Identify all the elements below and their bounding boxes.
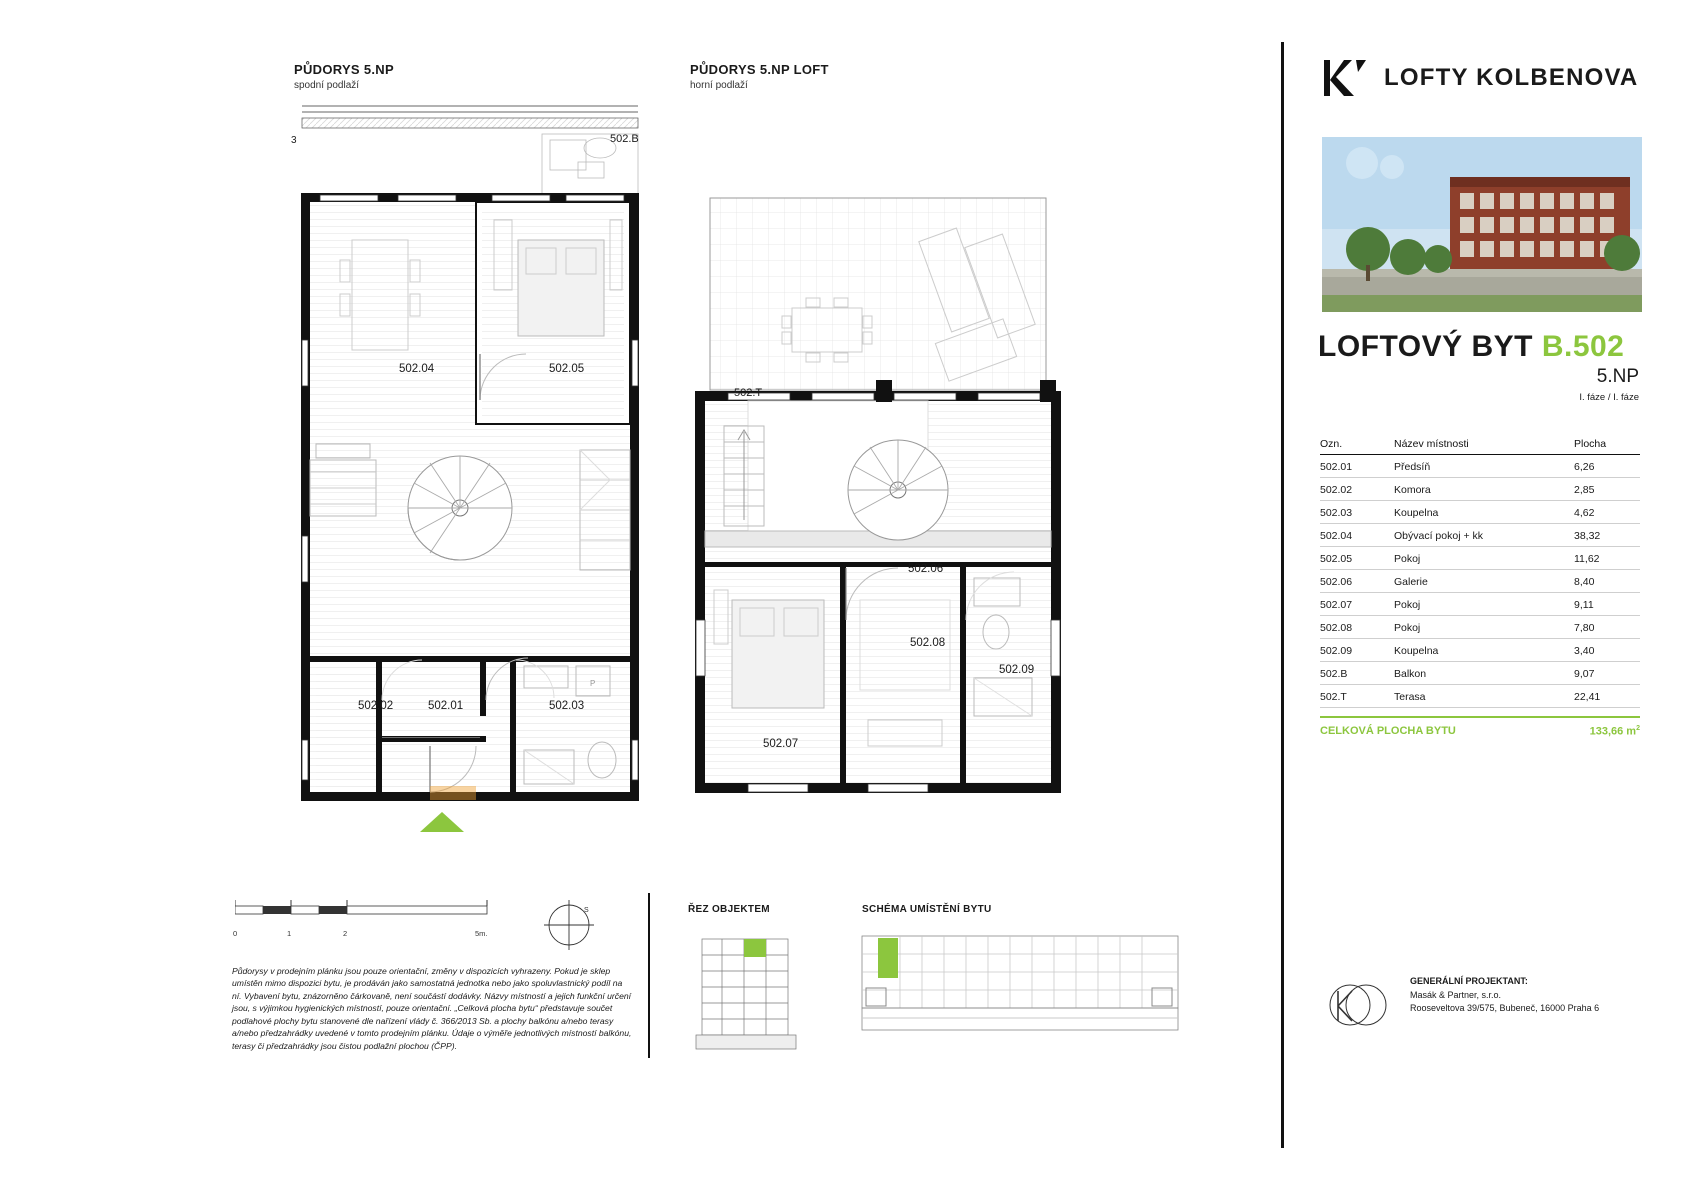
plan-right-title: PŮDORYS 5.NP LOFT [690, 62, 829, 77]
plan-left-subtitle: spodní podlaží [294, 80, 360, 91]
floorplan-lower-level [280, 100, 660, 840]
cell-area: 3,40 [1574, 639, 1640, 662]
unit-location-scheme [860, 930, 1180, 1040]
brand-name: LOFTY KOLBENOVA [1384, 64, 1639, 91]
general-designer-company: Masák & Partner, s.r.o. [1410, 989, 1502, 1000]
cell-area: 11,62 [1574, 547, 1640, 570]
total-area-label: CELKOVÁ PLOCHA BYTU [1320, 725, 1456, 737]
section-cut-title: ŘEZ OBJEKTEM [688, 904, 770, 915]
building-photo [1322, 137, 1642, 312]
cell-code: 502.01 [1320, 455, 1394, 478]
column-header-area: Plocha [1574, 438, 1640, 455]
vertical-divider-bottom [648, 893, 650, 1058]
cell-area: 8,40 [1574, 570, 1640, 593]
label-502-03: 502.03 [549, 700, 585, 712]
cell-code: 502.06 [1320, 570, 1394, 593]
label-502-B: 502.B [610, 133, 639, 145]
cell-area: 2,85 [1574, 478, 1640, 501]
cell-name: Balkon [1394, 662, 1574, 685]
label-502-07: 502.07 [763, 738, 799, 750]
cell-code: 502.03 [1320, 501, 1394, 524]
panel-divider [1281, 42, 1284, 1148]
cell-code: 502.02 [1320, 478, 1394, 501]
svg-text:S: S [584, 907, 589, 914]
plan-left-title: PŮDORYS 5.NP [294, 62, 394, 77]
legal-disclaimer: Půdorysy v prodejním plánku jsou pouze orientační, změny v dispozicích vyhrazeny. Pokud je sklep umístěn mimo dispozici bytu, je prodáván jako samostatná jednotka nebo jako spoluvlastnický podíl na ní. Vybavení bytu, znázorněno čárkovaně, není součástí dodávky. Názvy místností a jejich funkční určení jsou, s výjimkou hygienických místností, pouze orientační. „Celková plocha bytu“ představuje součet podlahové plochy bytu stanovené dle nařízení vlády č. 366/2013 Sb. a plochy balkónu a/nebo terasy a/nebo předzahrádky uvedené v tomto prodejním plánku. Údaje o výměře jednotlivých místností balkónu, terasy či předzahrádky jsou čistou podlažní plochou (ČPP). [232, 966, 632, 1051]
scale-bar [233, 900, 495, 938]
label-502-09: 502.09 [999, 664, 1035, 676]
label-section-mark-3: 3 [291, 135, 297, 146]
cell-name: Pokoj [1394, 547, 1574, 570]
entrance-arrow-icon [420, 812, 464, 832]
label-502-06: 502.06 [908, 563, 944, 575]
label-502-04: 502.04 [399, 363, 435, 375]
floorplan-upper-level [688, 180, 1068, 820]
unit-code: B.502 [1541, 330, 1625, 363]
cell-code: 502.B [1320, 662, 1394, 685]
label-502-01: 502.01 [428, 700, 464, 712]
mp-circles-icon [1322, 975, 1394, 1042]
scale-tick-0: 0 [233, 929, 238, 938]
cell-code: 502.08 [1320, 616, 1394, 639]
cell-area: 6,26 [1574, 455, 1640, 478]
cell-name: Obývací pokoj + kk [1394, 524, 1574, 547]
cell-name: Koupelna [1394, 639, 1574, 662]
table-row [1320, 570, 1640, 593]
column-header-code: Ozn. [1320, 438, 1394, 455]
compass-icon [540, 896, 598, 954]
page-title-text: LOFTOVÝ BYT [1318, 330, 1533, 363]
cell-name: Komora [1394, 478, 1574, 501]
table-row [1320, 547, 1640, 570]
phase-label: I. fáze / I. fáze [1579, 392, 1639, 403]
table-row [1320, 501, 1640, 524]
brand-block [1322, 58, 1638, 98]
column-header-name: Název místnosti [1394, 438, 1574, 455]
cell-code: 502.04 [1320, 524, 1394, 547]
cell-name: Terasa [1394, 685, 1574, 708]
cell-code: 502.07 [1320, 593, 1394, 616]
table-header-row [1320, 438, 1640, 455]
total-area-number: 133,66 [1589, 725, 1624, 738]
building-section-drawing [688, 925, 818, 1055]
cell-area: 38,32 [1574, 524, 1640, 547]
label-502-08: 502.08 [910, 637, 946, 649]
cell-code: 502.T [1320, 685, 1394, 708]
table-row [1320, 616, 1640, 639]
scale-tick-1: 1 [287, 929, 292, 938]
total-area-value: 133,66 $m^2$ [1589, 725, 1640, 738]
cell-area: 9,07 [1574, 662, 1640, 685]
page-title [1318, 330, 1624, 364]
table-row [1320, 639, 1640, 662]
general-designer-block [1322, 975, 1599, 1042]
table-row [1320, 478, 1640, 501]
plan-right-subtitle: horní podlaží [690, 80, 748, 91]
general-designer-address: Rooseveltova 39/575, Bubeneč, 16000 Praha 6 [1410, 1003, 1600, 1013]
label-502-05: 502.05 [549, 363, 585, 375]
cell-name: Koupelna [1394, 501, 1574, 524]
cell-area: 7,80 [1574, 616, 1640, 639]
section-scheme-title: SCHÉMA UMÍSTĚNÍ BYTU [862, 904, 992, 915]
cell-name: Předsíň [1394, 455, 1574, 478]
total-area-row [1320, 716, 1640, 738]
table-row [1320, 662, 1640, 685]
table-row [1320, 685, 1640, 708]
label-502-02: 502.02 [358, 700, 394, 712]
table-row [1320, 455, 1640, 478]
floor-label: 5.NP [1596, 366, 1639, 387]
cell-name: Galerie [1394, 570, 1574, 593]
cell-area: 9,11 [1574, 593, 1640, 616]
table-row [1320, 593, 1640, 616]
cell-name: Pokoj [1394, 593, 1574, 616]
scale-tick-3: 5m. [475, 929, 488, 938]
cell-area: 22,41 [1574, 685, 1640, 708]
lk-monogram-icon [1322, 58, 1370, 98]
general-designer-label: GENERÁLNÍ PROJEKTANT: [1410, 976, 1528, 986]
svg-text:P: P [590, 679, 596, 688]
cell-area: 4,62 [1574, 501, 1640, 524]
table-row [1320, 524, 1640, 547]
cell-code: 502.05 [1320, 547, 1394, 570]
label-502-T: 502.T [734, 387, 763, 399]
scale-tick-2: 2 [343, 929, 348, 938]
cell-name: Pokoj [1394, 616, 1574, 639]
cell-code: 502.09 [1320, 639, 1394, 662]
rooms-table [1320, 438, 1640, 708]
